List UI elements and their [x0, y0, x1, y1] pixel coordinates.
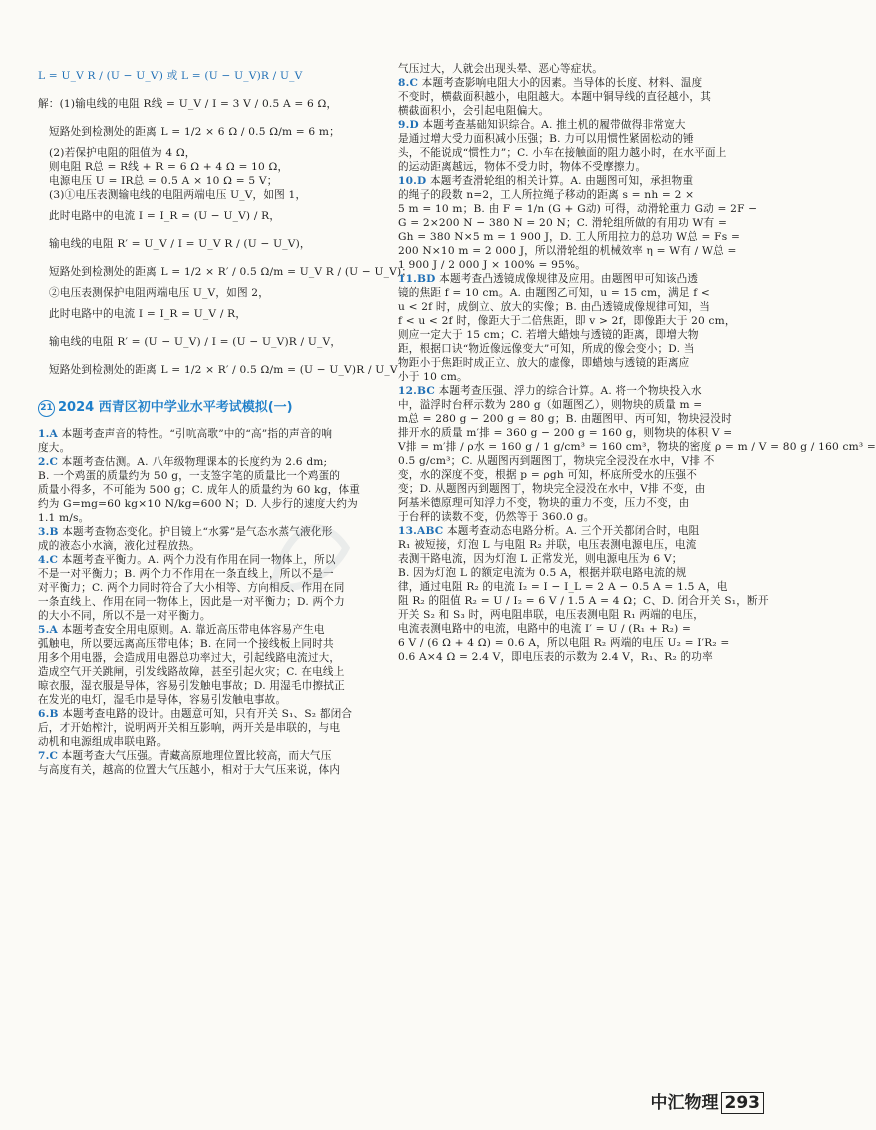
- answer-line: 动机和电源组成串联电路。: [38, 736, 168, 748]
- answer-line: 排开水的质量 m′排 = 360 g − 200 g = 160 g，则物块的体积 V =: [398, 427, 733, 439]
- answer-line: 律，通过电阻 R₂ 的电流 I₂ = I − I_L = 2 A − 0.5 A = 1.5 A，电: [398, 581, 728, 593]
- solution-line: 短路处到检测处的距离 L = 1/2 × 6 Ω / 0.5 Ω/m = 6 m；: [49, 126, 340, 138]
- answer-number: 12.BC: [398, 385, 436, 397]
- footer-brand: 中汇物理: [650, 1093, 719, 1113]
- answer-number: 7.C: [38, 750, 59, 762]
- answer-line: 阻 R₂ 的阻值 R₂ = U / I₂ = 6 V / 1.5 A = 4 Ω；C、D. 闭合开关 S₁，断开: [398, 595, 769, 607]
- answer-line: u < 2f 时，成倒立、放大的实像；B. 由凸透镜成像规律可知，当: [398, 301, 711, 313]
- answer-text: 本题考查影响电阻大小的因素。当导体的长度、材料、温度: [421, 77, 703, 89]
- answer-line: V排 = m′排 / ρ水 = 160 g / 1 g/cm³ = 160 cm³，物块的密度 ρ = m / V = 80 g / 160 cm³ =: [398, 441, 876, 453]
- solution-line: 短路处到检测处的距离 L = 1/2 × R′ / 0.5 Ω/m = (U − U_V)R / U_V: [49, 364, 398, 376]
- answer-line: 的运动距离越远，物体不受力时，物体不受摩擦力。: [398, 161, 647, 173]
- answer-line: 中，溢浮时台秤示数为 280 g（如题图乙），则物块的质量 m =: [398, 399, 703, 411]
- section-heading: [38, 396, 390, 417]
- answer-text: 本题考查压强、浮力的综合计算。A. 将一个物块投入水: [438, 385, 702, 397]
- answer-line: 的大小不同，所以不是一对平衡力。: [38, 610, 211, 622]
- answers-right: [398, 76, 876, 664]
- answer-item: [398, 118, 766, 174]
- solution-line: 短路处到检测处的距离 L = 1/2 × R′ / 0.5 Ω/m = U_V R / (U − U_V)；: [49, 266, 413, 278]
- answer-first-line: [398, 118, 766, 132]
- answer-item: [38, 427, 390, 455]
- answer-line: 5 m = 10 m；B. 由 F = 1/n (G + G动) 可得，动滑轮重力 G动 = 2F −: [398, 203, 758, 215]
- answer-item: [38, 749, 390, 777]
- answer-line: 阿基米德原理可知浮力不变，物块的重力不变，压力不变，由: [398, 497, 690, 509]
- answer-line: 质量小得多，不可能为 500 g；C. 成年人的质量约为 60 kg，体重: [38, 484, 361, 496]
- answer-line: 1.1 m/s。: [38, 512, 90, 524]
- answer-line: 横截面积小，会引起电阻偏大。: [398, 105, 550, 117]
- answer-number: 8.C: [398, 77, 419, 89]
- page-footer: [651, 1088, 765, 1114]
- answer-first-line: [38, 623, 390, 637]
- answer-number: 5.A: [38, 624, 58, 636]
- section-number: 21: [38, 400, 55, 417]
- answer-line: 造成空气开关跳闸，引发线路故障，甚至引起火灾；C. 在电线上: [38, 666, 345, 678]
- answer-item: [398, 384, 876, 524]
- answer-line: 0.5 g/cm³；C. 从题图丙到题图丁，物块完全浸没在水中，V排 不: [398, 455, 715, 467]
- answer-line: G = 2×200 N − 380 N = 20 N；C. 滑轮组所做的有用功 W有 =: [398, 217, 728, 229]
- answer-first-line: [398, 76, 766, 90]
- answer-number: 13.ABC: [398, 525, 444, 537]
- answer-line: 度大。: [38, 442, 71, 454]
- answer-line: 1 900 J / 2 000 J × 100% = 95%。: [398, 259, 587, 271]
- answer-number: 1.A: [38, 428, 58, 440]
- answer-line: 与高度有关，越高的位置大气压越小，相对于大气压来说，体内: [38, 764, 341, 776]
- right-column: [398, 62, 876, 664]
- answer-line: 变，水的深度不变，根据 p = ρgh 可知，杯底所受水的压强不: [398, 469, 698, 481]
- answer-text: 本题考查基础知识综合。A. 推土机的履带做得非常宽大: [422, 119, 686, 131]
- watermark-seal-icon: [250, 500, 370, 620]
- answer-line: 约为 G=mg=60 kg×10 N/kg=600 N；D. 人步行的速度大约为: [38, 498, 358, 510]
- solution-line: 解：(1)输电线的电阻 R线 = U_V / I = 3 V / 0.5 A = 6 Ω，: [38, 98, 338, 110]
- answer-line: 0.6 A×4 Ω = 2.4 V，即电压表的示数为 2.4 V，R₁、R₂ 的功率: [398, 651, 713, 663]
- answer-line: 开关 S₂ 和 S₃ 时，两电阻串联，电压表测电阻 R₁ 两端的电压，: [398, 609, 705, 621]
- answer-number: 9.D: [398, 119, 419, 131]
- answer-line: 对平衡力；C. 两个力同时符合了大小相等、方向相反、作用在同: [38, 582, 345, 594]
- answer-line: 距，根据口诀“物近像远像变大”可知，所成的像会变小；D. 当: [398, 343, 695, 355]
- answer-line: Gh = 380 N×5 m = 1 900 J，D. 工人所用拉力的总功 W总 = Fs =: [398, 231, 741, 243]
- answer-line: 电流表测电路中的电流，电路中的电流 I′ = U / (R₁ + R₂) =: [398, 623, 692, 635]
- answer-line: 弧触电，所以要远离高压带电体；B. 在同一个接线板上同时共: [38, 638, 334, 650]
- solution-line: 电源电压 U = IR总 = 0.5 A × 10 Ω = 5 V；: [49, 175, 278, 187]
- answer-line: 200 N×10 m = 2 000 J，所以滑轮组的机械效率 η = W有 / W总 =: [398, 245, 737, 257]
- solution-line: (2)若保护电阻的阻值为 4 Ω，: [49, 147, 196, 159]
- answer-item: [398, 174, 766, 272]
- answer-first-line: [38, 427, 390, 441]
- answer-item: [398, 272, 766, 384]
- answer-line: 在发光的电灯，湿毛巾是导体，容易引发触电事故。: [38, 694, 287, 706]
- answer-line: 镜的焦距 f = 10 cm。A. 由题图乙可知，u = 15 cm，满足 f <: [398, 287, 711, 299]
- answer-first-line: [38, 749, 390, 763]
- solution-line: (3)①电压表测输电线的电阻两端电压 U_V，如图 1，: [49, 189, 307, 201]
- answer-number: 3.B: [38, 526, 59, 538]
- answer-line: B. 因为灯泡 L 的额定电流为 0.5 A，根据并联电路电流的规: [398, 567, 687, 579]
- answer-line: 物距小于焦距时成正立、放大的虚像，即蜡烛与透镜的距离应: [398, 357, 690, 369]
- answer-line: 头，不能说成“惯性力”；C. 小车在接触面的阻力越小时，在水平面上: [398, 147, 727, 159]
- answer-text: 本题考查物态变化。护目镜上“水雾”是气态水蒸气液化形: [62, 526, 333, 538]
- answer-first-line: [398, 174, 766, 188]
- answer-line: 不是一对平衡力；B. 两个力不作用在一条直线上，所以不是一: [38, 568, 334, 580]
- answer-line: 用多个用电器，会造成用电器总功率过大，引起线路电流过大，: [38, 652, 341, 664]
- answer-line: B. 一个鸡蛋的质量约为 50 g，一支签字笔的质量比一个鸡蛋的: [38, 470, 341, 482]
- answer-text: 本题考查凸透镜成像规律及应用。由题图甲可知该凸透: [439, 273, 699, 285]
- answer-item: [398, 76, 766, 118]
- answer-line: 小于 10 cm。: [398, 371, 468, 383]
- answer-text: 本题考查安全用电原则。A. 靠近高压带电体容易产生电: [61, 624, 325, 636]
- answer-number: 10.D: [398, 175, 427, 187]
- answer-text: 本题考查平衡力。A. 两个力没有作用在同一物体上，所以: [61, 554, 336, 566]
- answer-line: 晾衣服，湿衣服是导体，容易引发触电事故；D. 用湿毛巾擦拭正: [38, 680, 345, 692]
- answer-line: 一条直线上、作用在同一物体上，因此是一对平衡力；D. 两个力: [38, 596, 345, 608]
- answer-line: 表测干路电流，因为灯泡 L 正常发光，则电源电压为 6 V；: [398, 553, 683, 565]
- answer-first-line: [38, 707, 390, 721]
- solution-line: 输电线的电阻 R′ = U_V / I = U_V R / (U − U_V)，: [49, 238, 311, 250]
- answer-number: 11.BD: [398, 273, 436, 285]
- solution-line: 则电阻 R总 = R线 + R = 6 Ω + 4 Ω = 10 Ω，: [49, 161, 289, 173]
- answer-item: [38, 623, 390, 707]
- solution-line: L = U_V R / (U − U_V) 或 L = (U − U_V)R / U_V: [38, 70, 303, 82]
- answer-item: [38, 707, 390, 749]
- answer-number: 2.C: [38, 456, 59, 468]
- section-title-text: 2024 西青区初中学业水平考试模拟(一): [58, 400, 293, 415]
- answer-first-line: [398, 384, 766, 398]
- answer-number: 6.B: [38, 708, 59, 720]
- answer-line: 不变时，横截面积越小，电阻越大。本题中铜导线的直径越小，其: [398, 91, 712, 103]
- answer-text: 本题考查估测。A. 八年级物理课本的长度约为 2.6 dm;: [61, 456, 328, 468]
- answer-line: 变；D. 从题图丙到题图丁，物块完全浸没在水中，V排 不变，由: [398, 483, 706, 495]
- page-number: 293: [721, 1092, 765, 1114]
- solution-line: 此时电路中的电流 I = I_R = (U − U_V) / R，: [49, 210, 281, 222]
- solution-line: ②电压表测保护电阻两端电压 U_V，如图 2，: [49, 287, 270, 299]
- answer-line: 则应一定大于 15 cm；C. 若增大蜡烛与透镜的距离，即增大物: [398, 329, 699, 341]
- answer-line: 成的液态小水滴，液化过程放热。: [38, 540, 200, 552]
- answer-line: m总 = 280 g − 200 g = 80 g；B. 由题图甲、丙可知，物块浸没时: [398, 413, 732, 425]
- answer-line: 6 V / (6 Ω + 4 Ω) = 0.6 A，所以电阻 R₂ 两端的电压 U₂ = I′R₂ =: [398, 637, 730, 649]
- answer-line: 是通过增大受力面积减小压强；B. 力可以用惯性紧固松动的锤: [398, 133, 694, 145]
- answer-number: 4.C: [38, 554, 59, 566]
- answer-line: R₁ 被短接，灯泡 L 与电阻 R₂ 并联，电压表测电源电压，电流: [398, 539, 697, 551]
- answer-text: 本题考查滑轮组的相关计算。A. 由题图可知，承担物重: [430, 175, 694, 187]
- answer-line: 后，才开始榨汁，说明两开关相互影响，两开关是串联的，与电: [38, 722, 341, 734]
- answer-text: 本题考查声音的特性。“引吭高歌”中的“高”指的声音的响: [61, 428, 333, 440]
- answer-first-line: [38, 455, 390, 469]
- answer-line: f < u < 2f 时，像距大于二倍焦距，即 v > 2f，即像距大于 20 cm，: [398, 315, 736, 327]
- answer-first-line: [398, 524, 766, 538]
- answer-text: 本题考查电路的设计。由题意可知，只有开关 S₁、S₂ 都闭合: [62, 708, 353, 720]
- answer-first-line: [398, 272, 766, 286]
- solution-line: 输电线的电阻 R′ = (U − U_V) / I = (U − U_V)R / U_V，: [49, 336, 342, 348]
- answer-continuation: 气压过大，人就会出现头晕、恶心等症状。: [398, 63, 604, 75]
- answer-line: 的绳子的段数 n=2，工人所拉绳子移动的距离 s = nh = 2 ×: [398, 189, 695, 201]
- answer-text: 本题考查大气压强。青藏高原地理位置比较高，而大气压: [61, 750, 332, 762]
- answer-item: [398, 524, 769, 664]
- answer-line: 于台秤的读数不变，仍然等于 360.0 g。: [398, 511, 595, 523]
- answer-text: 本题考查动态电路分析。A. 三个开关都闭合时，电阻: [447, 525, 700, 537]
- solution-line: 此时电路中的电流 I = I_R = U_V / R，: [49, 308, 247, 320]
